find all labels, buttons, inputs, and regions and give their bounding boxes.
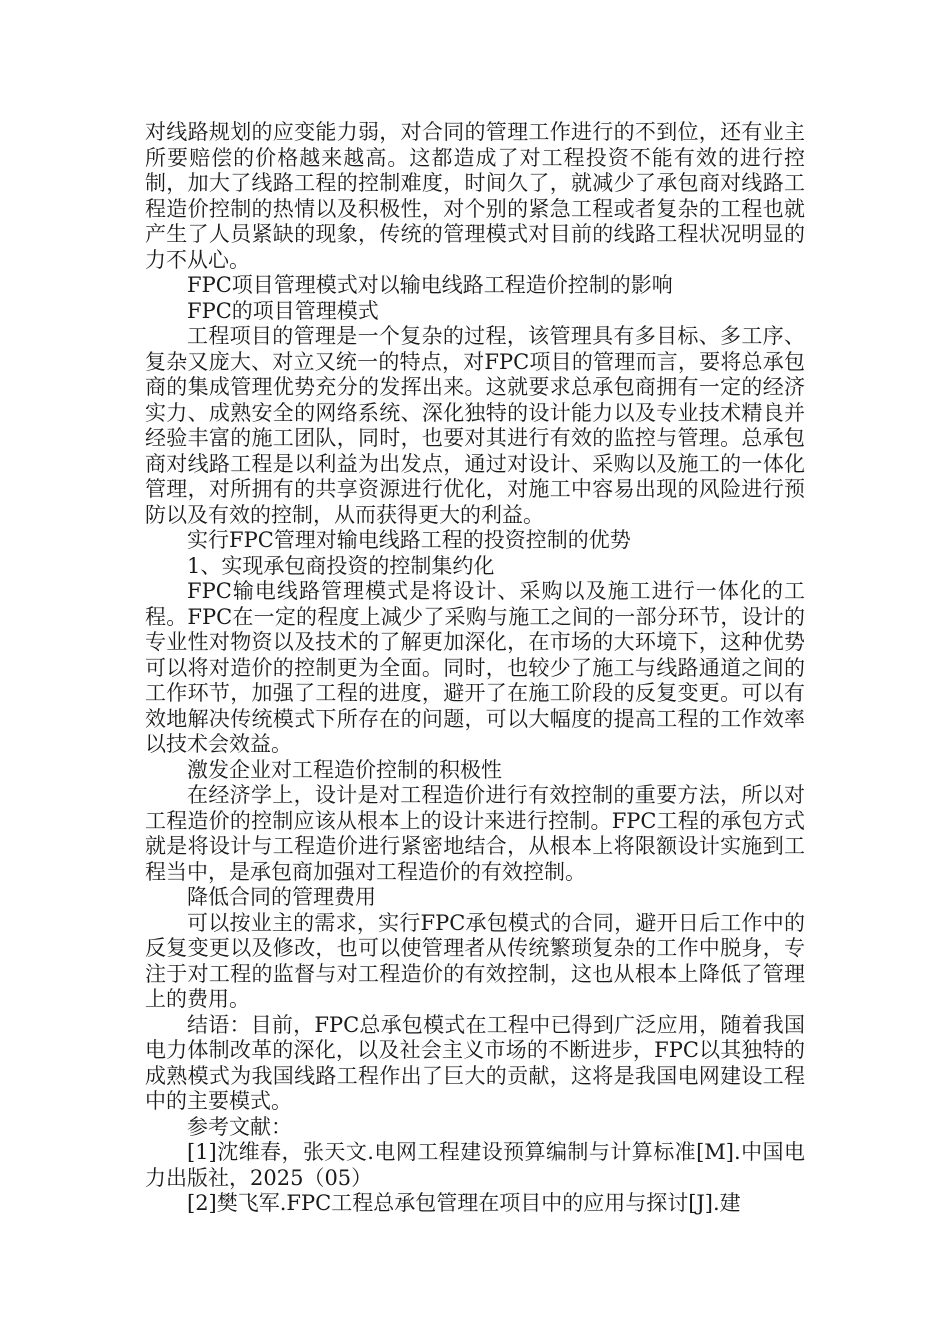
- subsection-heading: FPC的项目管理模式: [187, 298, 379, 323]
- section-heading: 实行FPC管理对输电线路工程的投资控制的优势: [187, 528, 631, 552]
- reference-item: [1]沈维春，张天文.电网工程建设预算编制与计算标准[M].中国电力出版社，2025（05）: [145, 1140, 805, 1190]
- subsection-heading: 激发企业对工程造价控制的积极性: [187, 757, 502, 782]
- body-paragraph: 可以按业主的需求，实行FPC承包模式的合同，避开日后工作中的反复变更以及修改，也可以使管理者从传统繁琐复杂的工作中脱身，专注于对工程的监督与对工程造价的有效控制，这也从根本上降低了管理上的费用。: [145, 910, 805, 1011]
- conclusion-paragraph: 结语：目前，FPC总承包模式在工程中已得到广泛应用，随着我国电力体制改革的深化，以及社会主义市场的不断进步，FPC以其独特的成熟模式为我国线路工程作出了巨大的贡献，这将是我国电网建设工程中的主要模式。: [145, 1012, 805, 1113]
- subsection-heading: 降低合同的管理费用: [187, 885, 376, 909]
- document-body: [145, 120, 805, 1217]
- section-heading: FPC项目管理模式对以输电线路工程造价控制的影响: [187, 273, 673, 297]
- body-paragraph: 工程项目的管理是一个复杂的过程，该管理具有多目标、多工序、复杂又庞大、对立又统一的特点，对FPC项目的管理而言，要将总承包商的集成管理优势充分的发挥出来。这就要求总承包商拥有一定的经济实力、成熟安全的网络系统、深化独特的设计能力以及专业技术精良并经验丰富的施工团队，同时，也要对其进行有效的监控与管理。总承包商对线路工程是以利益为出发点，通过对设计、采购以及施工的一体化管理，对所拥有的共享资源进行优化，对施工中容易出现的风险进行预防以及有效的控制，从而获得更大的利益。: [145, 324, 805, 527]
- body-paragraph: 在经济学上，设计是对工程造价进行有效控制的重要方法，所以对工程造价的控制应该从根本上的设计来进行控制。FPC工程的承包方式就是将设计与工程造价进行紧密地结合，从根本上将限额设计实施到工程当中，是承包商加强对工程造价的有效控制。: [145, 783, 805, 884]
- references-heading: 参考文献：: [187, 1114, 292, 1139]
- body-paragraph: 对线路规划的应变能力弱，对合同的管理工作进行的不到位，还有业主所要赔偿的价格越来越高。这都造成了对工程投资不能有效的进行控制，加大了线路工程的控制难度，时间久了，就减少了承包商对线路工程造价控制的热情以及积极性，对个别的紧急工程或者复杂的工程也就产生了人员紧缺的现象，传统的管理模式对目前的线路工程状况明显的力不从心。: [145, 120, 805, 272]
- body-paragraph: FPC输电线路管理模式是将设计、采购以及施工进行一体化的工程。FPC在一定的程度上减少了采购与施工之间的一部分环节，设计的专业性对物资以及技术的了解更加深化，在市场的大环境下，这种优势可以将对造价的控制更为全面。同时，也较少了施工与线路通道之间的工作环节，加强了工程的进度，避开了在施工阶段的反复变更。可以有效地解决传统模式下所存在的问题，可以大幅度的提高工程的工作效率以技术会效益。: [145, 579, 805, 756]
- reference-item: [2]樊飞军.FPC工程总承包管理在项目中的应用与探讨[J].建: [187, 1191, 741, 1215]
- subsection-heading: 1、实现承包商投资的控制集约化: [187, 553, 495, 578]
